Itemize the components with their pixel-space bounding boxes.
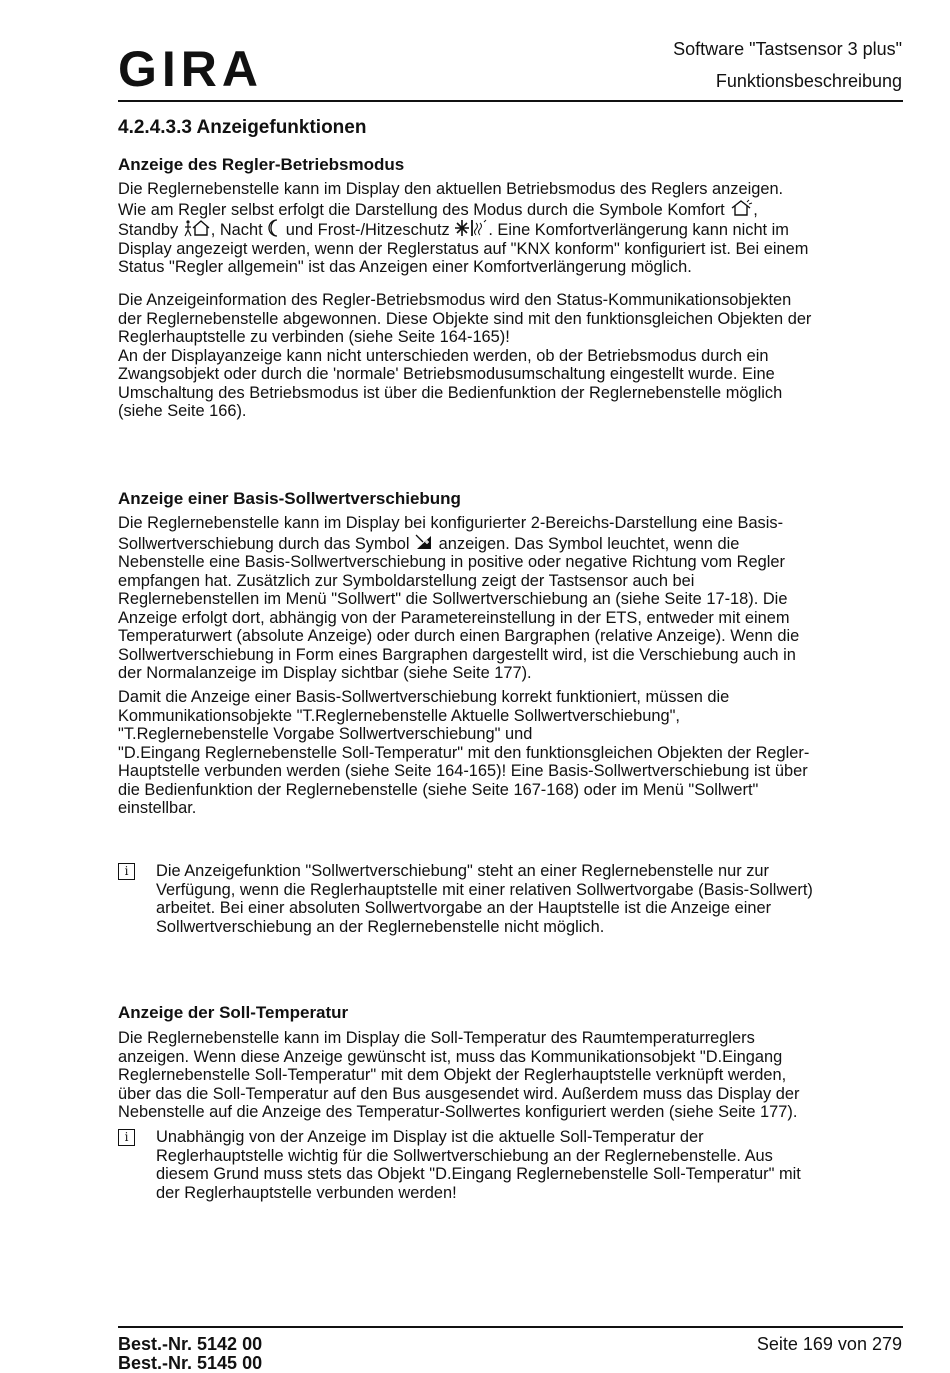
frost-heat-icon: [454, 219, 488, 237]
footer-rule: [118, 1326, 903, 1328]
paragraph-betriebsmodus-1: Die Reglernebenstelle kann im Display den aktuellen Betriebsmodus des Reglers anzeigen. Wie am Regler selbst erfolgt die Darstellung des Modus durch die Symbole Komfort , Standby , Nacht und Frost-/Hitzeschutz . Eine Komfortverlängerung kann nicht im Display angezeigt werden, wenn der Reglerstatus auf "KNX konform" konfiguriert ist. Bei einem Status "Regler allgemein" ist das Anzeigen einer Komfortverlängerung möglich.: [118, 180, 809, 276]
paragraph-sollwertverschiebung-2: Damit die Anzeige einer Basis-Sollwertverschiebung korrekt funktioniert, müssen die Kommunikationsobjekte "T.Reglernebenstelle Aktuelle Sollwertverschiebung", "T.Reglernebenstelle Vorgabe Sollwertverschiebung" und "D.Eingang Reglernebenstelle Soll-Temperatur" mit den funktionsgleichen Objekten der Regler- Hauptstelle verbunden werden (siehe Seite 164-165)! Eine Basis-Sollwertverschiebung ist über die Bedienfunktion der Reglernebenstelle (siehe Seite 167-168) oder im Menü "Sollwert" einstellbar.: [118, 688, 810, 817]
gira-logo: GIRA: [118, 41, 263, 97]
footer-order-number-1: Best.-Nr. 5142 00: [118, 1334, 263, 1354]
paragraph-betriebsmodus-2: Die Anzeigeinformation des Regler-Betriebsmodus wird den Status-Kommunikationsobjekten der Reglernebenstelle abgewonnen. Diese Objekte sind mit den funktionsgleichen Objekten der Reglerhauptstelle zu verbinden (siehe Seite 164-165)! An der Displayanzeige kann nicht unterschieden werden, ob der Betriebsmodus durch ein Zwangsobjekt oder durch die 'normale' Betriebsmodusumschaltung eingestellt wurde. Eine Umschaltung des Betriebsmodus ist über die Bedienfunktion der Reglernebenstelle möglich (siehe Seite 166).: [118, 291, 812, 420]
comfort-house-icon: [729, 199, 753, 217]
header-rule: [118, 100, 903, 102]
heading-betriebsmodus: Anzeige des Regler-Betriebsmodus: [118, 155, 405, 174]
paragraph-sollwertverschiebung-1: Die Reglernebenstelle kann im Display bei konfigurierter 2-Bereichs-Darstellung eine Basis- Sollwertverschiebung durch das Symbol anzeigen. Das Symbol leuchtet, wenn die Nebenstelle eine Basis-Sollwertverschiebung in positive oder negative Richtung vom Regler empfangen hat. Zusätzlich zur Symboldarstellung zeigt der Tastsensor auch bei Reglernebenstellen im Menü "Sollwert" die Sollwertverschiebung an (siehe Seite 17-18). Die Anzeige erfolgt dort, abhängig von der Parametereinstellung in der ETS, entweder mit einem Temperaturwert (absolute Anzeige) oder durch einen Bargraphen (relative Anzeige). Wenn die Sollwertverschiebung in Form eines Bargraphen dargestellt wird, ist die Verschiebung auch in der Normalanzeige im Display sichtbar (siehe Seite 177).: [118, 514, 800, 682]
heading-sollwertverschiebung: Anzeige einer Basis-Sollwertverschiebung: [118, 489, 461, 508]
footer-order-number-2: Best.-Nr. 5145 00: [118, 1353, 263, 1373]
standby-icon: [183, 219, 211, 237]
paragraph-soll-temperatur: Die Reglernebenstelle kann im Display die Soll-Temperatur des Raumtemperaturreglers anzeigen. Wenn diese Anzeige gewünscht ist, muss das Kommunikationsobjekt "D.Eingang Reglernebenstelle Soll-Temperatur" mit dem Objekt der Reglerhauptstelle verknüpft werden, über das die Soll-Temperatur auf den Bus ausgesendet wird. Außerdem muss das Display der Nebenstelle auf die Anzeige des Temperatur-Sollwertes konfiguriert werden (siehe Seite 177).: [118, 1029, 800, 1121]
info-note-sollwertverschiebung: i Die Anzeigefunktion "Sollwertverschiebung" steht an einer Reglernebenstelle nur zur Verfügung, wenn die Reglerhauptstelle mit einer relativen Sollwertvorgabe (Basis-Sollwert) arbeitet. Bei einer absoluten Sollwertvorgabe an der Hauptstelle ist die Anzeige einer Sollwertverschiebung an der Reglernebenstelle nicht möglich.: [118, 862, 908, 938]
header-software: Software "Tastsensor 3 plus": [673, 39, 902, 59]
footer-page-number: Seite 169 von 279: [756, 1334, 902, 1354]
setpoint-shift-icon: [414, 533, 434, 551]
section-title: 4.2.4.3.3 Anzeigefunktionen: [118, 117, 367, 138]
info-icon: i: [118, 863, 135, 880]
info-icon: i: [118, 1129, 135, 1146]
header-doc-type: Funktionsbeschreibung: [715, 71, 902, 91]
night-moon-icon: [267, 219, 281, 237]
info-note-soll-temperatur: i Unabhängig von der Anzeige im Display ist die aktuelle Soll-Temperatur der Reglerhauptstelle wichtig für die Sollwertverschiebung an der Reglernebenstelle. Aus diesem Grund muss stets das Objekt "D.Eingang Reglernebenstelle Soll-Temperatur" mit der Reglerhauptstelle verbunden werden!: [118, 1128, 908, 1204]
heading-soll-temperatur: Anzeige der Soll-Temperatur: [118, 1003, 349, 1022]
